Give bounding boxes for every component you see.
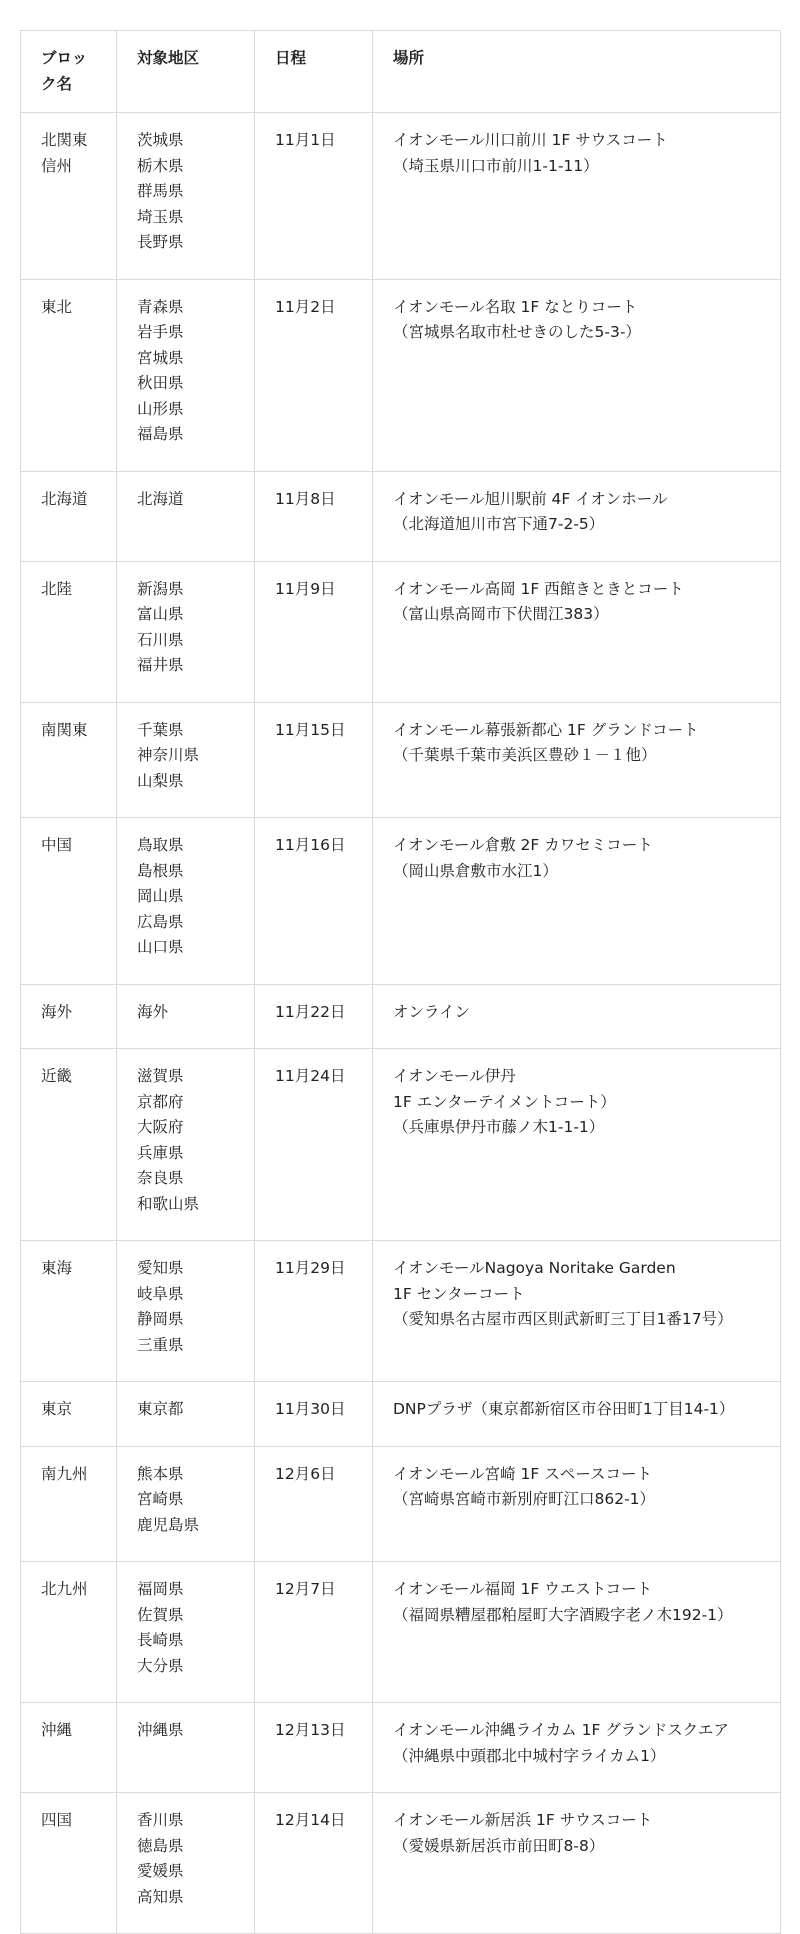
- venue-cell: イオンモール川口前川 1F サウスコート （埼玉県川口市前川1-1-11）: [373, 113, 781, 280]
- venue-cell: オンライン: [373, 984, 781, 1049]
- date-cell: 11月29日: [255, 1241, 373, 1382]
- date-cell: 12月13日: [255, 1703, 373, 1793]
- table-row: [21, 984, 781, 1049]
- venue-cell: イオンモール沖縄ライカム 1F グランドスクエア （沖縄県中頭郡北中城村字ライカム1）: [373, 1703, 781, 1793]
- table-row: [21, 113, 781, 280]
- area-cell: 海外: [117, 984, 255, 1049]
- date-cell: 11月22日: [255, 984, 373, 1049]
- block-name-cell: 南関東: [21, 702, 117, 818]
- venue-cell: イオンモール幕張新都心 1F グランドコート （千葉県千葉市美浜区豊砂１－１他）: [373, 702, 781, 818]
- block-name-cell: 北九州: [21, 1562, 117, 1703]
- venue-cell: イオンモール旭川駅前 4F イオンホール （北海道旭川市宮下通7-2-5）: [373, 471, 781, 561]
- date-cell: 11月8日: [255, 471, 373, 561]
- date-cell: 12月6日: [255, 1446, 373, 1562]
- table-row: [21, 1382, 781, 1447]
- block-name-cell: 海外: [21, 984, 117, 1049]
- table-row: [21, 1241, 781, 1382]
- area-cell: 千葉県 神奈川県 山梨県: [117, 702, 255, 818]
- area-cell: 茨城県 栃木県 群馬県 埼玉県 長野県: [117, 113, 255, 280]
- block-name-cell: 東京: [21, 1382, 117, 1447]
- block-name-cell: 東北: [21, 279, 117, 471]
- date-cell: 11月9日: [255, 561, 373, 702]
- table-row: [21, 279, 781, 471]
- block-name-cell: 近畿: [21, 1049, 117, 1241]
- schedule-table: [20, 30, 781, 1934]
- table-row: [21, 1446, 781, 1562]
- table-row: [21, 1793, 781, 1934]
- area-cell: 滋賀県 京都府 大阪府 兵庫県 奈良県 和歌山県: [117, 1049, 255, 1241]
- block-name-cell: 東海: [21, 1241, 117, 1382]
- table-row: [21, 1562, 781, 1703]
- area-cell: 北海道: [117, 471, 255, 561]
- table-body: [21, 113, 781, 1934]
- venue-cell: イオンモール名取 1F なとりコート （宮城県名取市杜せきのした5-3-）: [373, 279, 781, 471]
- venue-cell: イオンモール伊丹 1F エンターテイメントコート） （兵庫県伊丹市藤ノ木1-1-1）: [373, 1049, 781, 1241]
- area-cell: 福岡県 佐賀県 長崎県 大分県: [117, 1562, 255, 1703]
- date-cell: 12月14日: [255, 1793, 373, 1934]
- area-cell: 新潟県 富山県 石川県 福井県: [117, 561, 255, 702]
- block-name-cell: 北関東 信州: [21, 113, 117, 280]
- venue-cell: イオンモール高岡 1F 西館きときとコート （富山県高岡市下伏間江383）: [373, 561, 781, 702]
- table-row: [21, 1049, 781, 1241]
- area-cell: 青森県 岩手県 宮城県 秋田県 山形県 福島県: [117, 279, 255, 471]
- table-row: [21, 702, 781, 818]
- date-cell: 11月15日: [255, 702, 373, 818]
- table-row: [21, 818, 781, 985]
- table-header: [21, 31, 781, 113]
- area-cell: 愛知県 岐阜県 静岡県 三重県: [117, 1241, 255, 1382]
- header-block: ブロック名: [21, 31, 117, 113]
- block-name-cell: 北海道: [21, 471, 117, 561]
- table-row: [21, 471, 781, 561]
- venue-cell: イオンモールNagoya Noritake Garden 1F センターコート （愛知県名古屋市西区則武新町三丁目1番17号）: [373, 1241, 781, 1382]
- date-cell: 11月16日: [255, 818, 373, 985]
- table-row: [21, 1703, 781, 1793]
- venue-cell: イオンモール倉敷 2F カワセミコート （岡山県倉敷市水江1）: [373, 818, 781, 985]
- header-venue: 場所: [373, 31, 781, 113]
- area-cell: 熊本県 宮崎県 鹿児島県: [117, 1446, 255, 1562]
- header-row: [21, 31, 781, 113]
- date-cell: 11月30日: [255, 1382, 373, 1447]
- date-cell: 11月2日: [255, 279, 373, 471]
- block-name-cell: 北陸: [21, 561, 117, 702]
- header-area: 対象地区: [117, 31, 255, 113]
- venue-cell: DNPプラザ（東京都新宿区市谷田町1丁目14-1）: [373, 1382, 781, 1447]
- block-name-cell: 沖縄: [21, 1703, 117, 1793]
- date-cell: 11月1日: [255, 113, 373, 280]
- venue-cell: イオンモール宮崎 1F スペースコート （宮崎県宮崎市新別府町江口862-1）: [373, 1446, 781, 1562]
- block-name-cell: 南九州: [21, 1446, 117, 1562]
- area-cell: 東京都: [117, 1382, 255, 1447]
- date-cell: 12月7日: [255, 1562, 373, 1703]
- date-cell: 11月24日: [255, 1049, 373, 1241]
- block-name-cell: 中国: [21, 818, 117, 985]
- block-name-cell: 四国: [21, 1793, 117, 1934]
- table-row: [21, 561, 781, 702]
- venue-cell: イオンモール福岡 1F ウエストコート （福岡県糟屋郡粕屋町大字酒殿字老ノ木192-1）: [373, 1562, 781, 1703]
- area-cell: 沖縄県: [117, 1703, 255, 1793]
- area-cell: 鳥取県 島根県 岡山県 広島県 山口県: [117, 818, 255, 985]
- venue-cell: イオンモール新居浜 1F サウスコート （愛媛県新居浜市前田町8-8）: [373, 1793, 781, 1934]
- area-cell: 香川県 徳島県 愛媛県 高知県: [117, 1793, 255, 1934]
- header-date: 日程: [255, 31, 373, 113]
